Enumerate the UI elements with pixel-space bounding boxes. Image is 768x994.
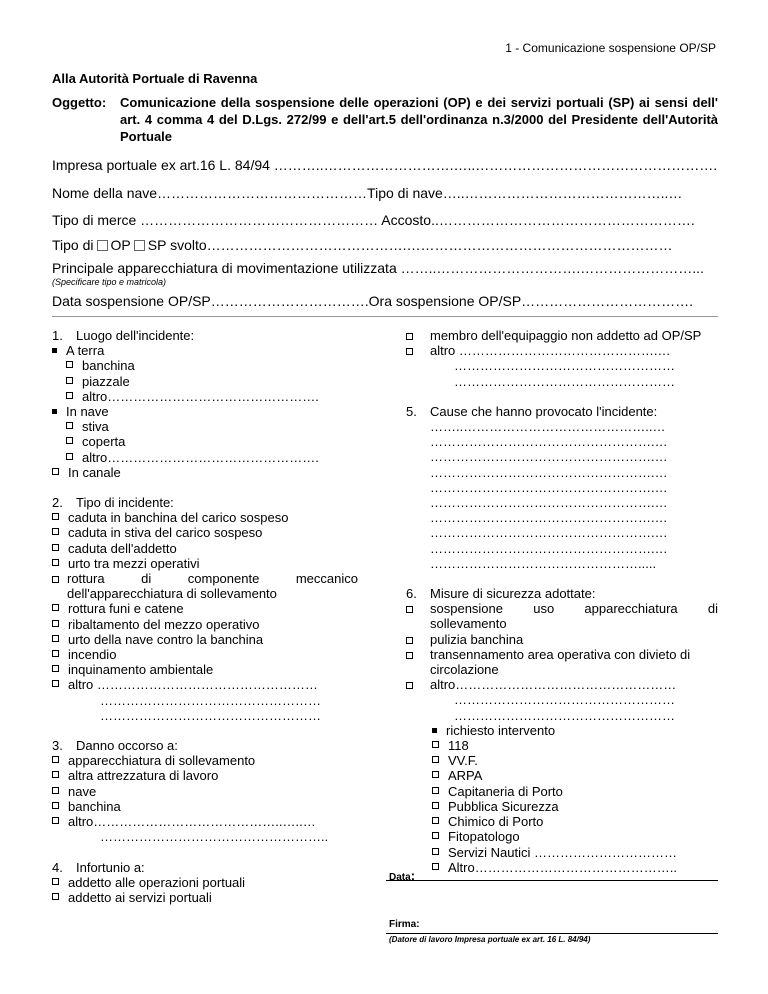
checkbox-icon [52, 576, 59, 583]
data-label: Data: [389, 868, 416, 883]
misura-option[interactable]: pulizia banchina [406, 632, 718, 647]
a-terra-label: A terra [66, 343, 105, 359]
misura-option[interactable]: transennamento area operativa con divieto di circolazione [406, 647, 718, 677]
cause-line[interactable]: …………………………………………….… [430, 449, 668, 465]
intervento-label: richiesto intervento [406, 723, 718, 738]
checkbox-icon [432, 787, 439, 794]
apparecchiatura-note: (Specificare tipo e matricola) [52, 277, 167, 287]
intervento-option[interactable]: Capitaneria di Porto [406, 784, 718, 799]
section-3-title: 3. Danno occorso a: [52, 738, 178, 754]
checkbox-icon [52, 528, 59, 535]
misura-option[interactable]: sospensione uso apparecchiatura di sollevamento [406, 601, 718, 631]
checkbox-icon [52, 635, 59, 642]
infortunio-option[interactable]: altro ……………………………………….… [406, 343, 718, 358]
section-4-title: 4. Infortunio a: [52, 859, 145, 875]
sp-label[interactable]: SP svolto…………………………………….………………………………………………… [147, 237, 673, 253]
checkbox-icon [66, 422, 73, 429]
checkbox-icon [406, 348, 413, 355]
tipo-field [52, 237, 673, 253]
checkbox-icon [52, 878, 59, 885]
in-nave-label: In nave [66, 404, 109, 420]
misura-cont[interactable]: …………………………………………… [454, 692, 675, 708]
incidente-option[interactable]: caduta dell'addetto [52, 541, 358, 556]
right-column [406, 328, 718, 875]
checkbox-icon [52, 893, 59, 900]
intervento-option[interactable]: VV.F. [406, 753, 718, 768]
checkbox-icon [52, 817, 59, 824]
cause-line[interactable]: …………………………………………….… [430, 495, 668, 511]
firma-note: (Datore di lavoro Impresa portuale ex art. 16 L. 84/94) [389, 935, 591, 944]
sp-checkbox[interactable] [134, 240, 145, 251]
apparecchiatura-field[interactable]: Principale apparecchiatura di movimentazione utilizzata ……..………………………….……………………... [52, 260, 704, 276]
incidente-option[interactable]: caduta in stiva del carico sospeso [52, 525, 358, 540]
nave-field[interactable]: Nome della nave………………………………………Tipo di nave…..……………………………………..… [52, 185, 683, 201]
checkbox-icon [52, 787, 59, 794]
canale-option[interactable]: In canale [52, 465, 358, 480]
piazzale-option[interactable]: piazzale [52, 374, 358, 389]
danno-option[interactable]: altro……………………………………..…..… [52, 814, 358, 829]
checkbox-icon [406, 606, 413, 613]
bullet-icon [52, 409, 57, 414]
cause-line[interactable]: …………………………………………….… [430, 434, 668, 450]
banchina-option[interactable]: banchina [52, 358, 358, 373]
danno-option[interactable]: apparecchiatura di sollevamento [52, 753, 358, 768]
intervento-option[interactable]: Servizi Nautici …………………………… [406, 845, 718, 860]
incidente-option[interactable]: ribaltamento del mezzo operativo [52, 617, 358, 632]
intervento-option[interactable]: Fitopatologo [406, 829, 718, 844]
checkbox-icon [432, 832, 439, 839]
checkbox-icon [52, 802, 59, 809]
danno-option[interactable]: altra attrezzatura di lavoro [52, 768, 358, 783]
firma-line[interactable] [386, 933, 718, 934]
altro-nave-option[interactable]: altro…………………………………………. [52, 450, 358, 465]
checkbox-icon [432, 756, 439, 763]
intervento-option[interactable]: Altro……………………………………….. [406, 860, 718, 875]
misura-option[interactable]: altro…………………………………………… [406, 677, 718, 692]
checkbox-icon [52, 771, 59, 778]
cause-line[interactable]: …………………………………………….… [430, 525, 668, 541]
section-5-title: 5. Cause che hanno provocato l'incidente: [406, 403, 658, 419]
cause-line[interactable]: ……..……………………………………..… [430, 419, 666, 435]
data-sospensione-field[interactable]: Data sospensione OP/SP…………………………….Ora sospensione OP/SP………………………………. [52, 293, 694, 309]
data-line[interactable] [386, 880, 718, 881]
checkbox-icon [432, 802, 439, 809]
incidente-option[interactable]: rottura di componente meccanico dell'apparecchiatura di sollevamento [52, 571, 358, 601]
section-2-title: 2. Tipo di incidente: [52, 495, 174, 511]
checkbox-icon [406, 637, 413, 644]
checkbox-icon [52, 544, 59, 551]
divider [52, 316, 718, 317]
bullet-icon [432, 728, 437, 733]
tipo-label: Tipo di [52, 237, 94, 253]
checkbox-icon [52, 513, 59, 520]
bullet-icon [52, 348, 57, 353]
intervento-option[interactable]: 118 [406, 738, 718, 753]
checkbox-icon [66, 453, 73, 460]
infortunio-option[interactable]: addetto ai servizi portuali [52, 890, 358, 905]
checkbox-icon [52, 620, 59, 627]
cause-line[interactable]: …………………………………………….… [430, 540, 668, 556]
object-block [52, 94, 718, 145]
checkbox-icon [52, 680, 59, 687]
cause-line[interactable]: …………………………………………….… [430, 479, 668, 495]
checkbox-icon [52, 756, 59, 763]
checkbox-icon [66, 392, 73, 399]
incidente-option[interactable]: urto tra mezzi operativi [52, 556, 358, 571]
checkbox-icon [52, 604, 59, 611]
op-checkbox[interactable] [97, 240, 108, 251]
intervento-option[interactable]: ARPA [406, 768, 718, 783]
danno-option[interactable]: banchina [52, 799, 358, 814]
checkbox-icon [406, 652, 413, 659]
checkbox-icon [66, 437, 73, 444]
infortunio-option[interactable]: addetto alle operazioni portuali [52, 875, 358, 890]
infortunio-option[interactable]: membro dell'equipaggio non addetto ad OP/SP [406, 328, 718, 343]
danno-option[interactable]: nave [52, 784, 358, 799]
object-text: Comunicazione della sospensione delle operazioni (OP) e dei servizi portuali (SP) ai sensi dell' art. 4 comma 4 del D.Lgs. 272/99 e dell'art.5 dell'ordinanza n.3/2000 del Presidente dell'Autorità Portuale [120, 95, 718, 144]
intervento-option[interactable]: Chimico di Porto [406, 814, 718, 829]
object-label: Oggetto: [52, 95, 107, 110]
stiva-option[interactable]: stiva [52, 419, 358, 434]
page-header: 1 - Comunicazione sospensione OP/SP [505, 41, 716, 55]
checkbox-icon [432, 771, 439, 778]
checkbox-icon [66, 361, 73, 368]
misura-cont[interactable]: …………………………………………… [454, 707, 675, 723]
section-6-title: 6. Misure di sicurezza adottate: [406, 586, 596, 602]
checkbox-icon [52, 650, 59, 657]
infortunio-cont[interactable]: …………………………………………… [454, 358, 675, 374]
incidente-option[interactable]: altro …………………………………………… [52, 677, 358, 692]
recipient: Alla Autorità Portuale di Ravenna [52, 71, 258, 86]
checkbox-icon [432, 741, 439, 748]
checkbox-icon [432, 863, 439, 870]
checkbox-icon [52, 665, 59, 672]
incidente-cont[interactable]: …………………………………………… [100, 707, 321, 723]
op-label: OP [110, 237, 131, 253]
section-1-title: 1. Luogo dell'incidente: [52, 328, 195, 343]
incidente-option[interactable]: rottura funi e catene [52, 601, 358, 616]
cause-line[interactable]: …………………………………………….… [430, 510, 668, 526]
left-column [52, 328, 358, 905]
altro-terra-option[interactable]: altro…………………………………………. [52, 389, 358, 404]
danno-cont[interactable]: …………………………………………….. [100, 829, 329, 845]
cause-line[interactable]: …………………………………………….… [430, 464, 668, 480]
checkbox-icon [66, 377, 73, 384]
checkbox-icon [406, 682, 413, 689]
incidente-option[interactable]: inquinamento ambientale [52, 662, 358, 677]
incidente-option[interactable]: urto della nave contro la banchina [52, 632, 358, 647]
cause-line[interactable]: …………………………………………..... [430, 555, 657, 571]
intervento-option[interactable]: Pubblica Sicurezza [406, 799, 718, 814]
checkbox-icon [52, 468, 59, 475]
incidente-cont[interactable]: …………………………………………… [100, 692, 321, 708]
infortunio-cont[interactable]: …………………………………………… [454, 373, 675, 389]
checkbox-icon [406, 333, 413, 340]
incidente-option[interactable]: caduta in banchina del carico sospeso [52, 510, 358, 525]
checkbox-icon [52, 559, 59, 566]
firma-label: Firma: [389, 919, 420, 930]
merce-field[interactable]: Tipo di merce …………………………………………… Accosto..………………………………………………. [52, 212, 695, 228]
checkbox-icon [432, 817, 439, 824]
checkbox-icon [432, 848, 439, 855]
coperta-option[interactable]: coperta [52, 434, 358, 449]
incidente-option[interactable]: incendio [52, 647, 358, 662]
impresa-field[interactable]: Impresa portuale ex art.16 L. 84/94 ………..……………………….…..……………………………………………. [52, 157, 718, 173]
